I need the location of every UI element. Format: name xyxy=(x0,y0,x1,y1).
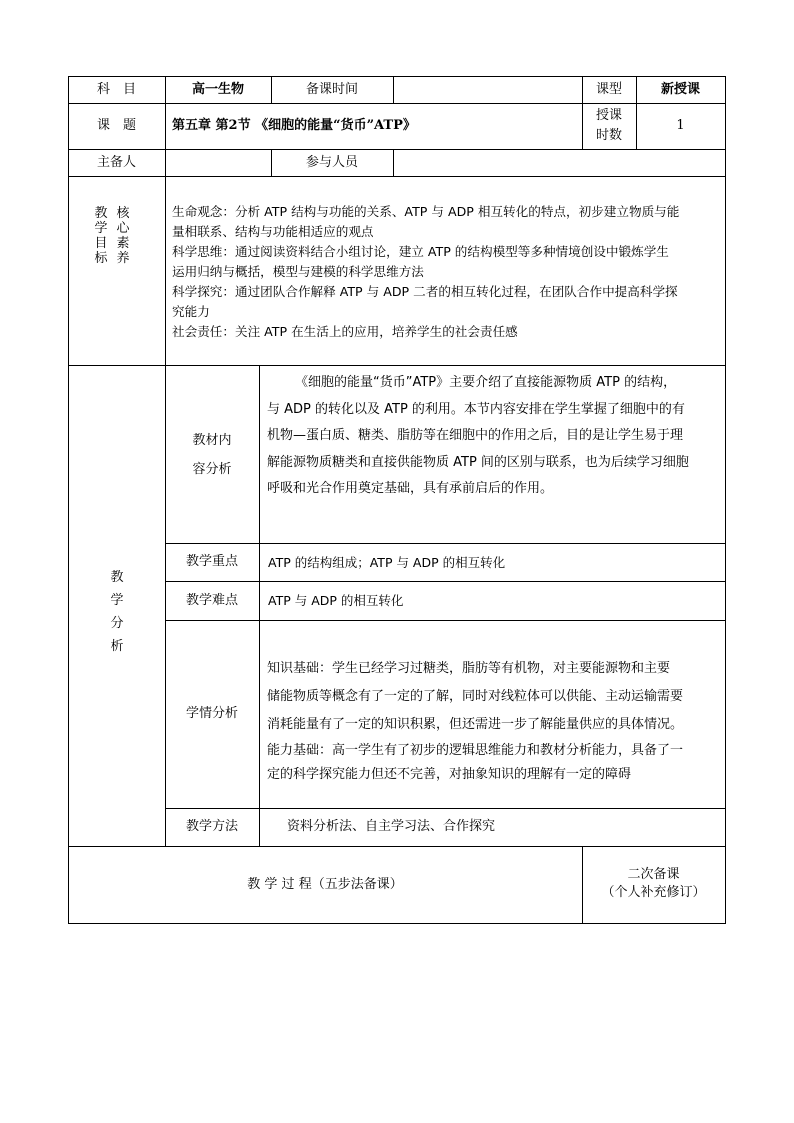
competency-label-char: 素 xyxy=(116,236,130,251)
competency-text xyxy=(172,202,679,342)
analysis-label-char: 析 xyxy=(110,639,124,654)
competency-line: 生命观念：分析 ATP 结构与功能的关系、ATP 与 ADP 相互转化的特点，初步建立物质与能 xyxy=(172,204,680,219)
competency-label-right xyxy=(113,206,133,266)
competency-line: 科学思维：通过阅读资料结合小组讨论，建立 ATP 的结构模型等多种情境创设中锻炼学生 xyxy=(172,244,669,259)
learner-line: 知识基础：学生已经学习过糖类，脂肪等有机物，对主要能源物和主要 xyxy=(267,661,671,676)
textbook-analysis-text xyxy=(267,370,689,503)
lesson-type-label: 课型 xyxy=(595,81,622,97)
competency-label-char: 养 xyxy=(116,251,130,266)
subject-label: 科 目 xyxy=(96,81,136,97)
participants-label: 参与人员 xyxy=(305,154,358,170)
analysis-label-char: 学 xyxy=(110,593,124,608)
competency-label-char: 标 xyxy=(94,251,108,266)
revision-header xyxy=(582,866,725,902)
prep-time-value xyxy=(393,76,582,103)
key-points-label: 教学重点 xyxy=(185,554,238,570)
topic-label: 课 题 xyxy=(96,118,136,134)
learner-analysis-text xyxy=(267,655,683,787)
textbook-line: 《细胞的能量“货币”ATP》主要介绍了直接能源物质 ATP 的结构， xyxy=(295,375,677,390)
analysis-label xyxy=(106,566,128,658)
learner-line: 定的科学探究能力但还不完善，对抽象知识的理解有一定的障碍 xyxy=(267,767,632,782)
lead-preparer-value xyxy=(165,149,271,176)
learner-line: 储能物质等概念有了一定的了解，同时对线粒体可以供能、主动运输需要 xyxy=(267,689,684,704)
analysis-label-char: 教 xyxy=(110,570,124,585)
competency-line: 运用归纳与概括，模型与建模的科学思维方法 xyxy=(172,264,424,279)
learner-line: 消耗能量有了一定的知识积累，但还需进一步了解能量供应的具体情况。 xyxy=(267,717,684,732)
textbook-line: 呼吸和光合作用奠定基础，具有承前启后的作用。 xyxy=(267,481,554,496)
textbook-line: 与 ADP 的转化以及 ATP 的利用。本节内容安排在学生掌握了细胞中的有 xyxy=(267,401,685,417)
periods-label-line-1: 授课 xyxy=(595,108,622,123)
subject-value: 高一生物 xyxy=(191,81,244,97)
revision-note: （个人补充修订） xyxy=(601,885,706,900)
textbook-analysis-label xyxy=(165,426,259,484)
topic-value: 第五章 第2节 《细胞的能量“货币”ATP》 xyxy=(172,118,416,134)
learner-analysis-label: 学情分析 xyxy=(185,706,238,722)
textbook-line: 解能源物质糖类和直接供能物质 ATP 间的区别与联系，也为后续学习细胞 xyxy=(267,454,689,470)
process-title: 教 学 过 程（五步法备课） xyxy=(247,876,403,892)
competency-label-char: 心 xyxy=(116,221,130,236)
difficulties-label: 教学难点 xyxy=(185,592,238,608)
competency-label-char: 教 xyxy=(94,206,108,221)
textbook-label-line-2: 容分析 xyxy=(192,462,232,477)
lead-preparer-label: 主备人 xyxy=(96,154,136,170)
competency-line: 量相联系、结构与功能相适应的观点 xyxy=(172,224,374,239)
methods-label: 教学方法 xyxy=(185,819,238,835)
competency-label-char: 学 xyxy=(94,221,108,236)
key-points-value: ATP 的结构组成；ATP 与 ADP 的相互转化 xyxy=(268,554,506,570)
competency-line: 究能力 xyxy=(172,304,210,319)
competency-label-char: 核 xyxy=(116,206,130,221)
methods-value: 资料分析法、自主学习法、合作探究 xyxy=(287,819,496,835)
revision-title: 二次备课 xyxy=(627,867,680,882)
competency-label-char: 目 xyxy=(94,236,108,251)
analysis-label-char: 分 xyxy=(110,616,124,631)
competency-label-left xyxy=(91,206,111,266)
learner-line: 能力基础：高一学生有了初步的逻辑思维能力和教材分析能力，具备了一 xyxy=(267,743,684,758)
textbook-label-line-1: 教材内 xyxy=(192,433,232,448)
competency-line: 社会责任：关注 ATP 在生活上的应用，培养学生的社会责任感 xyxy=(172,324,518,339)
periods-value: 1 xyxy=(676,118,685,134)
lesson-type-value: 新授课 xyxy=(660,81,700,97)
competency-line: 科学探究：通过团队合作解释 ATP 与 ADP 二者的相互转化过程，在团队合作中提高科学探 xyxy=(172,284,678,299)
periods-label-line-2: 时数 xyxy=(595,128,622,143)
prep-time-label: 备课时间 xyxy=(305,81,358,97)
participants-value xyxy=(393,149,725,176)
difficulties-value: ATP 与 ADP 的相互转化 xyxy=(268,593,404,608)
periods-label xyxy=(582,106,636,146)
textbook-line: 机物—蛋白质、糖类、脂肪等在细胞中的作用之后，目的是让学生易于理 xyxy=(267,428,684,443)
